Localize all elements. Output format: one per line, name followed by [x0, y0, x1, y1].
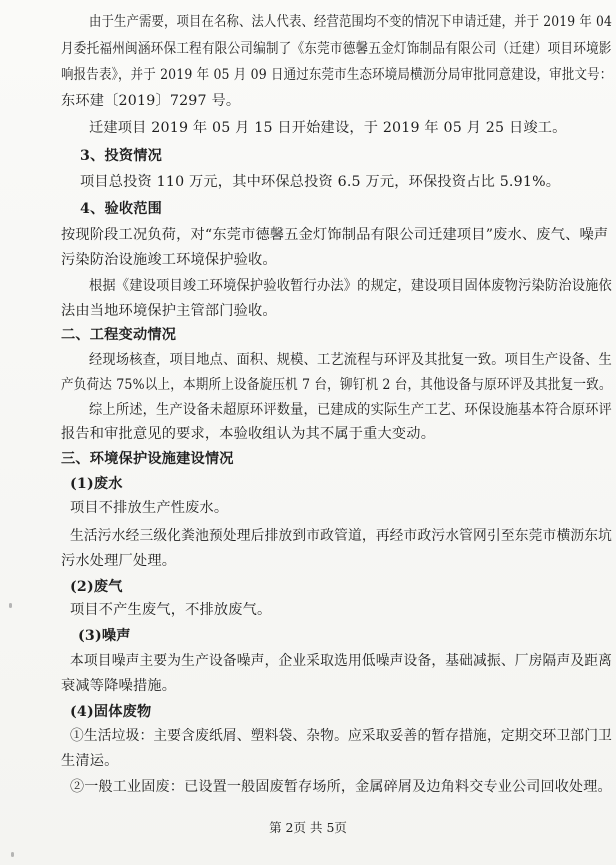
- subsection-heading: (3)噪声: [78, 628, 131, 644]
- text-line: 由于生产需要，项目在名称、法人代表、经营范围均不变的情况下申请迁建，并于 2019 年 04: [89, 14, 613, 30]
- text-line: 项目不排放生产性废水。: [70, 500, 229, 516]
- text-line: 项目不产生废气，不排放废气。: [70, 602, 272, 618]
- text-line: 报告和审批意见的要求，本验收组认为其不属于重大变动。: [61, 426, 436, 442]
- text-line: 月委托福州闽涵环保工程有限公司编制了《东莞市德馨五金灯饰制品有限公司（迁建）项目环境影: [61, 41, 612, 57]
- text-line: 东环建〔2019〕7297 号。: [61, 93, 241, 109]
- text-line: 产负荷达 75%以上，本期所上设备旋压机 7 台，铆钉机 2 台，其他设备与原环评及其批复一致。: [61, 377, 612, 393]
- text-line: 法由当地环境保护主管部门验收。: [61, 303, 277, 319]
- section-heading: 二、工程变动情况: [61, 327, 177, 343]
- text-line: 综上所述，生产设备未超原环评数量，已建成的实际生产工艺、环保设施基本符合原环评: [89, 402, 612, 418]
- scan-speck: [9, 603, 12, 608]
- text-line: 衰减等降噪措施。: [61, 678, 177, 694]
- text-line: 按现阶段工况负荷，对“东莞市德馨五金灯饰制品有限公司迁建项目”废水、废气、噪声: [61, 227, 609, 243]
- text-line: 迁建项目 2019 年 05 月 15 日开始建设，于 2019 年 05 月 25 日竣工。: [89, 120, 567, 136]
- text-line: ②一般工业固废：已设置一般固废暂存场所，金属碎屑及边角料交专业公司回收处理。: [70, 779, 612, 795]
- text-line: 生清运。: [61, 753, 119, 769]
- page-footer: 第 2页 共 5页: [269, 820, 347, 835]
- text-line: 本项目噪声主要为生产设备噪声，企业采取选用低噪声设备，基础减振、厂房隔声及距离: [70, 653, 613, 669]
- section-heading: 3、投资情况: [80, 148, 163, 164]
- subsection-heading: (4)固体废物: [70, 704, 152, 720]
- text-line: 项目总投资 110 万元，其中环保总投资 6.5 万元，环保投资占比 5.91%。: [80, 174, 561, 190]
- text-line: 根据《建设项目竣工环境保护验收暂行办法》的规定，建设项目固体废物污染防治设施依: [89, 278, 612, 294]
- text-line: 污染防治设施竣工环境保护验收。: [61, 252, 277, 268]
- text-line: 污水处理厂处理。: [61, 553, 177, 569]
- section-heading: 4、验收范围: [80, 201, 163, 217]
- text-line: 经现场核查，项目地点、面积、规模、工艺流程与环评及其批复一致。项目生产设备、生: [89, 352, 612, 368]
- subsection-heading: (1)废水: [70, 476, 123, 492]
- scan-speck: [11, 852, 14, 857]
- text-line: ①生活垃圾：主要含废纸屑、塑料袋、杂物。应采取妥善的暂存措施，定期交环卫部门卫: [70, 728, 613, 744]
- section-heading: 三、环境保护设施建设情况: [61, 451, 234, 467]
- subsection-heading: (2)废气: [70, 579, 123, 595]
- text-line: 响报告表》，并于 2019 年 05 月 09 日通过东莞市生态环境局横沥分局审批同意建设，审批文号：: [61, 67, 613, 83]
- text-line: 生活污水经三级化粪池预处理后排放到市政管道，再经市政污水管网引至东莞市横沥东坑: [70, 528, 613, 544]
